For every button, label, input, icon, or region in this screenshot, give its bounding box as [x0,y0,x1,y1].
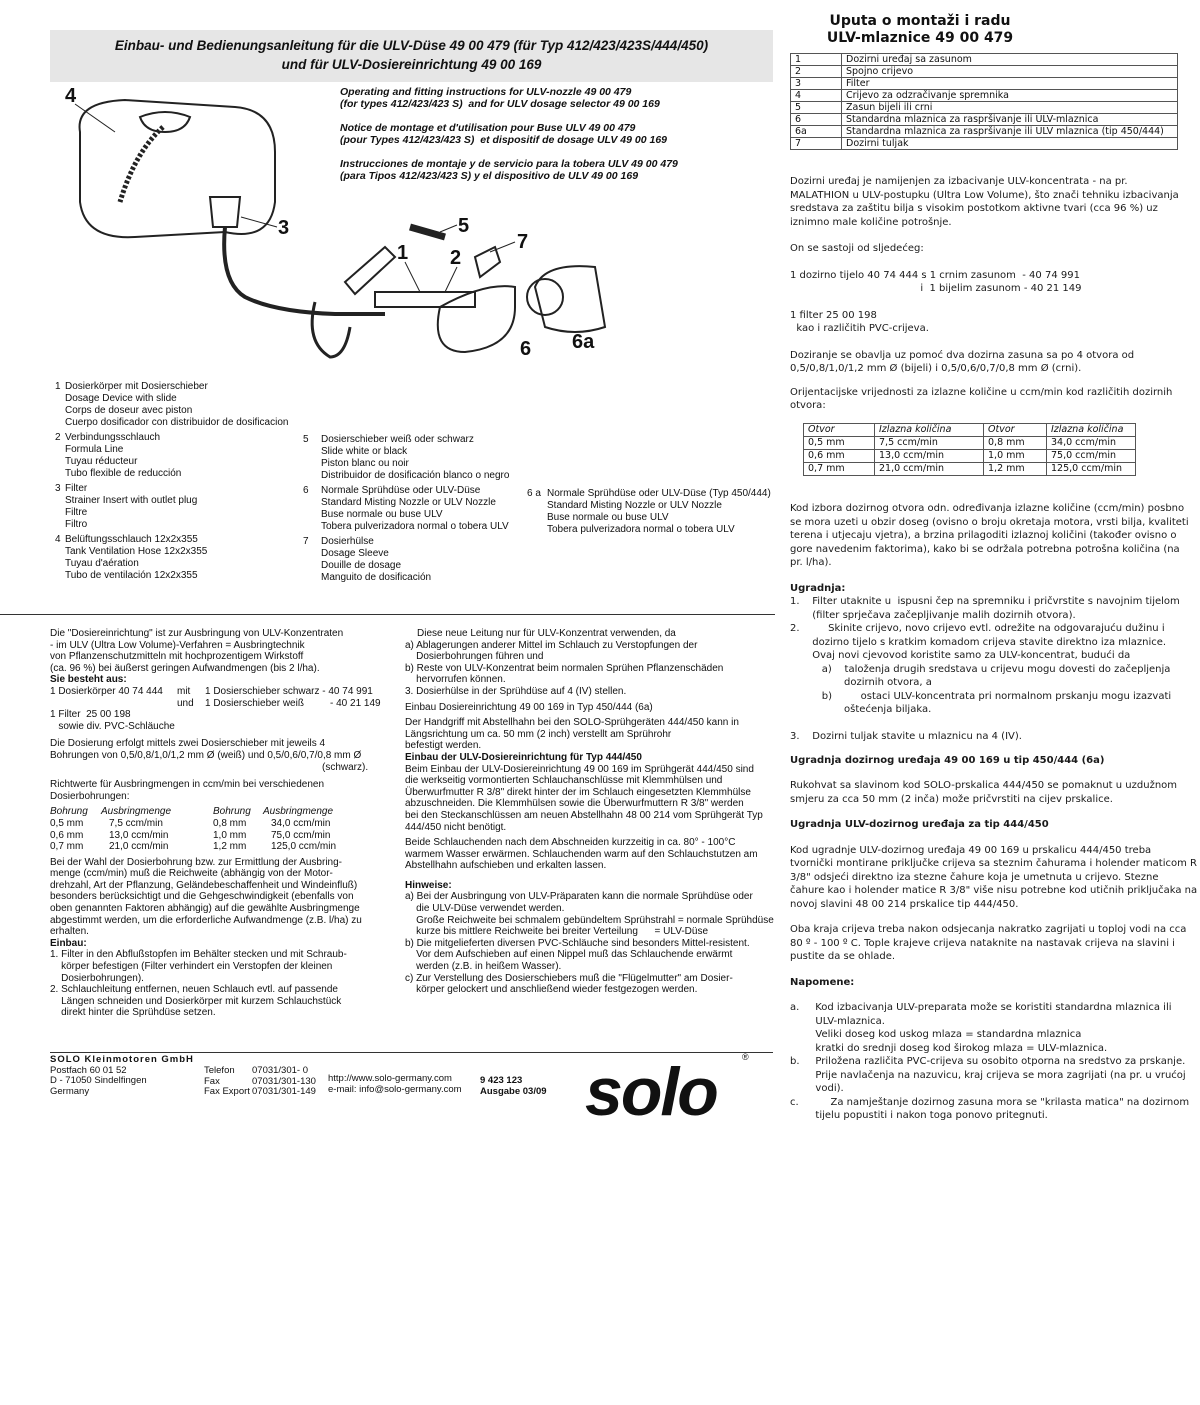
hr-title: Uputa o montaži i radu ULV-mlaznice 49 00 479 [826,13,1014,46]
table-row: 0,6 mm 13,0 ccm/min 1,0 mm 75,0 ccm/min [804,450,1136,463]
multilingual-intro: Operating and fitting instructions for ULV-nozzle 49 00 479 (for types 412/423/423 S) and for ULV dosage selector 49 00 169 Notice de montage et d'utilisation pour Buse ULV 49 00 479 (pour Types 412/423/423 S) et dispositif de dosage ULV 49 00 169 Instrucciones de montaje y de servicio para la tobera ULV 49 00 479 (para Tipos 412/423/423 S) y el dispositivo de ULV 49 00 169 [340,86,678,182]
german-text-left: Die "Dosiereinrichtung" ist zur Ausbringung von ULV-Konzentraten - im ULV (Ultra Low Volume)-Verfahren = Ausbringtechnik von Pflanzenschutzmitteln mit hochprozentigem Wirkstoff (ca. 96 %) bei äußerst geringen Aufwandmengen (bis 2 l/ha). Sie besteht aus: 1 Dosierkörper 40 74 444 mit 1 Dosierschieber schwarz - 40 74 991 und 1 Dosierschieber weiß - 40 21 149 1 Filter 25 00 198 sowie div. PVC-Schläuche Die Dosierung erfolgt mittels zwei Dosierschieber mit jeweils 4 Bohrungen von 0,5/0,8/1,0/1,2 mm Ø (weiß) und 0,5/0,6/0,7/0,8 mm Ø (schwarz). Richtwerte für Ausbringmengen in ccm/min bei verschiedenen Dosierbohrungen: Bohrung Ausbringmenge Bohrung Ausbringmenge 0,5 mm 7,5 ccm/min 0,8 mm 34,0 ccm/min 0,6 mm 13,0 ccm/min 1,0 mm 75,0 ccm/min 0,7 mm 21,0 ccm/min 1,2 mm 125,0 ccm/min Bei der Wahl der Dosierbohrung bzw. zur Ermittlung der Ausbring- menge (ccm/min) muß die Reichweite (abhängig von der Motor- drehzahl, Art der Pflanzung, Geländebeschaffenheit und Windeinfluß) besonders berücksichtigt und die Gehgeschwindigkeit (ebenfalls von oben genannten Faktoren abhängig) auf die gewählte Ausbringmenge abgestimmt werden, um die erforderliche Aufwandmenge (z.B. l/ha) zu erhalten. Einbau: 1. Filter in den Abflußstopfen im Behälter stecken und mit Schraub- körper befestigen (Filter verhindert ein Verstopfen der kleinen Dosierbohrungen). 2. Schlauchleitung entfernen, neuen Schlauch evtl. auf passende Längen schneiden und Dosierkörper mit kurzem Schlauchstück direkt hinter die Sprühdüse setzen. [50,628,395,1019]
filter-plug [210,197,240,227]
legend-entry-5: 5 Dosierschieber weiß oder schwarz Slide white or black Piston blanc ou noir Distribuidor de dosificación blanco o negro [303,434,510,481]
dosage-table-de: Bohrung Ausbringmenge Bohrung Ausbringmenge 0,5 mm 7,5 ccm/min 0,8 mm 34,0 ccm/min 0,6 mm 13,0 ccm/min 1,0 mm 75,0 ccm/min 0,7 mm 21,0 ccm/min 1,2 mm 125,0 ccm/min [50,806,340,852]
document-title [50,36,773,74]
slide-5 [410,227,445,237]
table-row: 2 Spojno crijevo [791,66,1178,78]
callout-6: 6 [520,338,532,360]
callout-6a: 6a [572,331,595,353]
table-row: 0,6 mm 13,0 ccm/min 1,0 mm 75,0 ccm/min [50,829,331,841]
footer-address: SOLO Kleinmotoren GmbH Postfach 60 01 52 D - 71050 Sindelfingen Germany [50,1054,194,1097]
dosage-body [375,292,475,307]
table-row: 3 Filter [791,78,1178,90]
callout-4: 4 [65,85,77,107]
table-row: 1 Dozirni uređaj sa zasunom [791,54,1178,66]
callout-3: 3 [278,217,290,239]
section-divider [0,614,775,615]
email-link[interactable]: e-mail: info@solo-germany.com [328,1083,462,1095]
table-row: 0,7 mm 21,0 ccm/min 1,2 mm 125,0 ccm/min [804,463,1136,476]
legend-entry-6: 6 Normale Sprühdüse oder ULV-Düse Standard Misting Nozzle or ULV Nozzle Buse normale ou buse ULV Tobera pulverizadora normal o tobera ULV [303,485,509,532]
handle [312,302,350,357]
title-line-2: und für ULV-Dosiereinrichtung 49 00 169 [281,57,542,72]
section-heading: Sie besteht aus: [50,674,127,686]
table-row: 5 Zasun bijeli ili crni [791,102,1178,114]
nozzle-6a [535,266,605,332]
company-name: SOLO Kleinmotoren GmbH [50,1054,194,1065]
nozzle-6a-ring [527,279,563,315]
german-text-right: Diese neue Leitung nur für ULV-Konzentrat verwenden, da a) Ablagerungen anderer Mittel im Schlauch zu Verstopfungen der Dosierbohrungen führen und b) Reste von ULV-Konzentrat beim normalen Sprühen Pflanzenschäden hervorrufen können. 3. Dosierhülse in der Sprühdüse auf 4 (IV) stellen. Einbau Dosiereinrichtung 49 00 169 in Typ 450/444 (6a) Der Handgriff mit Abstellhahn bei den SOLO-Sprühgeräten 444/450 kann in Längsrichtung um ca. 50 mm (2 inch) verstellt am Sprührohr befestigt werden. Einbau der ULV-Dosiereinrichtung für Typ 444/450 Beim Einbau der ULV-Dosiereinrichtung 49 00 169 im Sprühgerät 444/450 sind die werkseitig vormontierten Schlauchanschlüsse mit Klemmhülsen und Überwurfmutter R 3/8" direkt hinter der im Schlauch eingesetzten Klemmhülse abzuschneiden. Die Klemmhülsen sowie die Überwurfmuttern R 3/8" werden bei den Steckanschlüssen am neuen Abstellhahn 48 00 214 vom Sprühgerät Typ 444/450 nicht benötigt. Beide Schlauchenden nach dem Abschneiden kurzzeitig in ca. 80° - 100°C warmem Wasser erwärmen. Schlauchenden warm auf den Schlauchstutzen am Abstellhahn aufschieben und erkalten lassen. Hinweise: a) Bei der Ausbringung von ULV-Präparaten kann die normale Sprühdüse oder die ULV-Düse verwendet werden. Große Reichweite bei schmalem gebündeltem Sprühstrahl = normale Sprühdüse kurze bis mittlere Reichweite bei breiter Verteilung = ULV-Düse b) Die mitgelieferten diversen PVC-Schläuche sind besonders Mittel-resistent. Vor dem Aufschieben auf einen Nippel muß das Schlauchende erwärmt werden (z.B. in heißem Wasser). c) Zur Verstellung des Dosierschiebers muß die "Flügelmutter" am Dosier- körper gelockert und anschließend wieder festgezogen werden. [405,628,774,996]
hr-parts-table [790,53,1178,150]
dosage-sleeve [475,247,500,277]
parts-legend-col-1 [55,381,305,582]
section-heading: Napomene: [790,976,855,988]
registered-mark-icon: ® [742,1052,749,1062]
section-heading: Hinweise: [405,879,452,891]
footer-contact-labels: Telefon Fax Fax Export [204,1065,250,1098]
table-row: 0,5 mm 7,5 ccm/min 0,8 mm 34,0 ccm/min [804,437,1136,450]
website-link[interactable]: http://www.solo-germany.com [328,1073,452,1084]
section-heading: Einbau der ULV-Dosiereinrichtung für Typ 444/450 [405,751,642,763]
tank-outline [80,100,275,237]
hr-dosage-table: Otvor Izlazna količina Otvor Izlazna količina 0,5 mm 7,5 ccm/min 0,8 mm 34,0 ccm/min 0,6 mm 13,0 ccm/min 1,0 mm 75,0 ccm/min 0,7 mm 21,0 ccm/min 1,2 mm 125,0 ccm/min [803,423,1136,476]
parts-legend-col-2 [303,434,523,584]
callout-7: 7 [517,231,529,253]
title-line-1: Einbau- und Bedienungsanleitung für die ULV-Düse 49 00 479 (für Typ 412/423/423S/444/450) [114,38,709,53]
hr-text-bottom: Kod izbora dozirnog otvora odn. određivanja izlazne količine (ccm/min) posbno se mora uzeti u obzir doseg (ovisno o broju okretaja motora, vrsti bilja, kvaliteti terena i utjecaju vjetra), a brzina prilagoditi izlaznoj količini (također ovisno o gore navedenim faktorima), kako bi se održala potrebna potrošna količina (na pr. l/ha). Ugradnja: 1. Filter utaknite u ispusni čep na spremniku i pričvrstite s navojnim tijelom (filter sprječava začepljivanje malih dozirnih otvora). 2. Skinite crijevo, novo crijevo evtl. odrežite na odgovarajuću dužinu i dozirno tijelo s kratkim komadom crijeva stavite direktno iza mlaznice. Ovaj novi cjevovod koristite samo za ULV-koncentrat, budući da a) taloženja drugih sredstava u crijevu mogu dovesti do začepljenja dozirnih otvora, a b) ostaci ULV-koncentrata pri normalnom prskanju mogu izazvati oštećenja biljaka. 3. Dozirni tuljak stavite u mlaznicu na 4 (IV). Ugradnja dozirnog uređaja 49 00 169 u tip 450/444 (6a) Rukohvat sa slavinom kod SOLO-prskalica 444/450 se pomaknut u uzdužnom smjeru za cca 50 mm (2 inča) može pričvrstiti na cijev prskalice. Ugradnja ULV-dozirnog uređaja za tip 444/450 Kod ugradnje ULV-dozirnog uređaja 49 00 169 u prskalicu 444/450 treba tvornički montirane priključke crijeva sa steznim čahurama i holender maticom R 3/8" odsjeći direktno iza stezne čahure koja je umetnuta u crijevo. Stezne čahure kao i holender matice R 3/8" više nisu potrebne kod utičnih priključaka na novoj slavini 48 00 214 prskalice tip 444/450. Oba kraja crijeva treba nakon odsjecanja nakratko zagrijati u toploj vodi na cca 80 º - 100 º C. Tople krajeve crijeva nataknite na nastavak crijeva na slavini i pustite da se ohlade. Napomene: a. Kod izbacivanja ULV-preparata može se koristiti standardna mlaznica ili ULV-mlaznica. Veliki doseg kod uskog mlaza = standardna mlaznica kratki do srednji doseg kod širokog mlaza = ULV-mlaznica. b. Priložena različita PVC-crijeva su osobito otporna na sredstvo za prskanje. Prije navlačenja na nazuvicu, kraj crijeva se mora zagrijati (na pr. u vrućoj vodi). c. Za namještanje dozirnog zasuna mora se "krilasta matica" na dozirnom tijelu popustiti i nakon toga ponovo pritegnuti. [790,503,1198,1121]
callout-1: 1 [397,242,409,264]
legend-entry-6a: 6 a Normale Sprühdüse oder ULV-Düse (Typ 450/444) Standard Misting Nozzle or ULV Nozzle Buse normale ou buse ULV Tobera pulverizadora normal o tobera ULV [527,488,771,535]
nozzle-6 [438,286,515,352]
parts-legend-col-3 [527,488,772,536]
legend-entry-1: 1 Dosierkörper mit Dosierschieber Dosage Device with slide Corps de doseur avec piston Cuerpo dosificador con distribuidor de dosificacion [55,381,289,428]
table-row: 7 Dozirni tuljak [791,138,1178,150]
callout-5: 5 [458,215,470,237]
section-heading: Einbau: [50,937,87,949]
table-row: 0,7 mm 21,0 ccm/min 1,2 mm 125,0 ccm/min [50,841,337,853]
footer-doc-number: 9 423 123 Ausgabe 03/09 [480,1075,547,1097]
solo-logo: solo [585,1054,717,1130]
table-row: 0,5 mm 7,5 ccm/min 0,8 mm 34,0 ccm/min [50,817,331,829]
footer-web [328,1074,462,1095]
assembly-illustration [45,82,645,372]
legend-entry-2: 2 Verbindungsschlauch Formula Line Tuyau réducteur Tubo flexible de reducción [55,432,182,479]
section-heading: Ugradnja: [790,582,846,594]
table-row: 6 Standardna mlaznica za raspršivanje ili ULV-mlaznica [791,114,1178,126]
legend-entry-3: 3 Filter Strainer Insert with outlet plug Filtre Filtro [55,483,198,530]
ventilation-hose [120,127,163,202]
section-heading: Ugradnja ULV-dozirnog uređaja za tip 444/450 [790,819,1049,830]
hr-text-top: Dozirni uređaj je namijenjen za izbacivanje ULV-koncentrata - na pr. MALATHION u ULV-postupku (Ultra Low Volume), što znači tehniku izbacivanja sredstava za zaštitu bilja s visokim postotkom aktivne tvari (cca 96 %) uz iznimno male količine potrošnje. On se sastoji od sljedećeg: 1 dozirno tijelo 40 74 444 s 1 crnim zasunom - 40 74 991 i 1 bijelim zasunom - 40 21 149 1 filter 25 00 198 kao i različitih PVC-crijeva. Doziranje se obavlja uz pomoć dva dozirna zasuna sa po 4 otvora od 0,5/0,8/1,0/1,2 mm Ø (bijeli) i 0,5/0,6/0,7/0,8 mm Ø (crni). Orijentacijske vrijednosti za izlazne količine u ccm/min kod različitih dozirnih otvora: [790,176,1179,411]
callout-2: 2 [450,247,462,269]
legend-entry-4: 4 Belüftungsschlauch 12x2x355 Tank Ventilation Hose 12x2x355 Tuyau d'aération Tubo de ventilación 12x2x355 [55,534,208,581]
spray-tube [345,247,395,294]
tank-cap [140,112,190,132]
table-row: 4 Crijevo za odzračivanje spremnika [791,90,1178,102]
legend-entry-7: 7 Dosierhülse Dosage Sleeve Douille de dosage Manguito de dosificación [303,536,432,583]
section-heading: Ugradnja dozirnog uređaja 49 00 169 u tip 450/444 (6a) [790,754,1105,766]
footer-contact-values: 07031/301- 0 07031/301-130 07031/301-149 [252,1065,316,1098]
formula-line [224,227,385,314]
table-row: 6a Standardna mlaznica za raspršivanje ili ULV mlaznica (tip 450/444) [791,126,1178,138]
